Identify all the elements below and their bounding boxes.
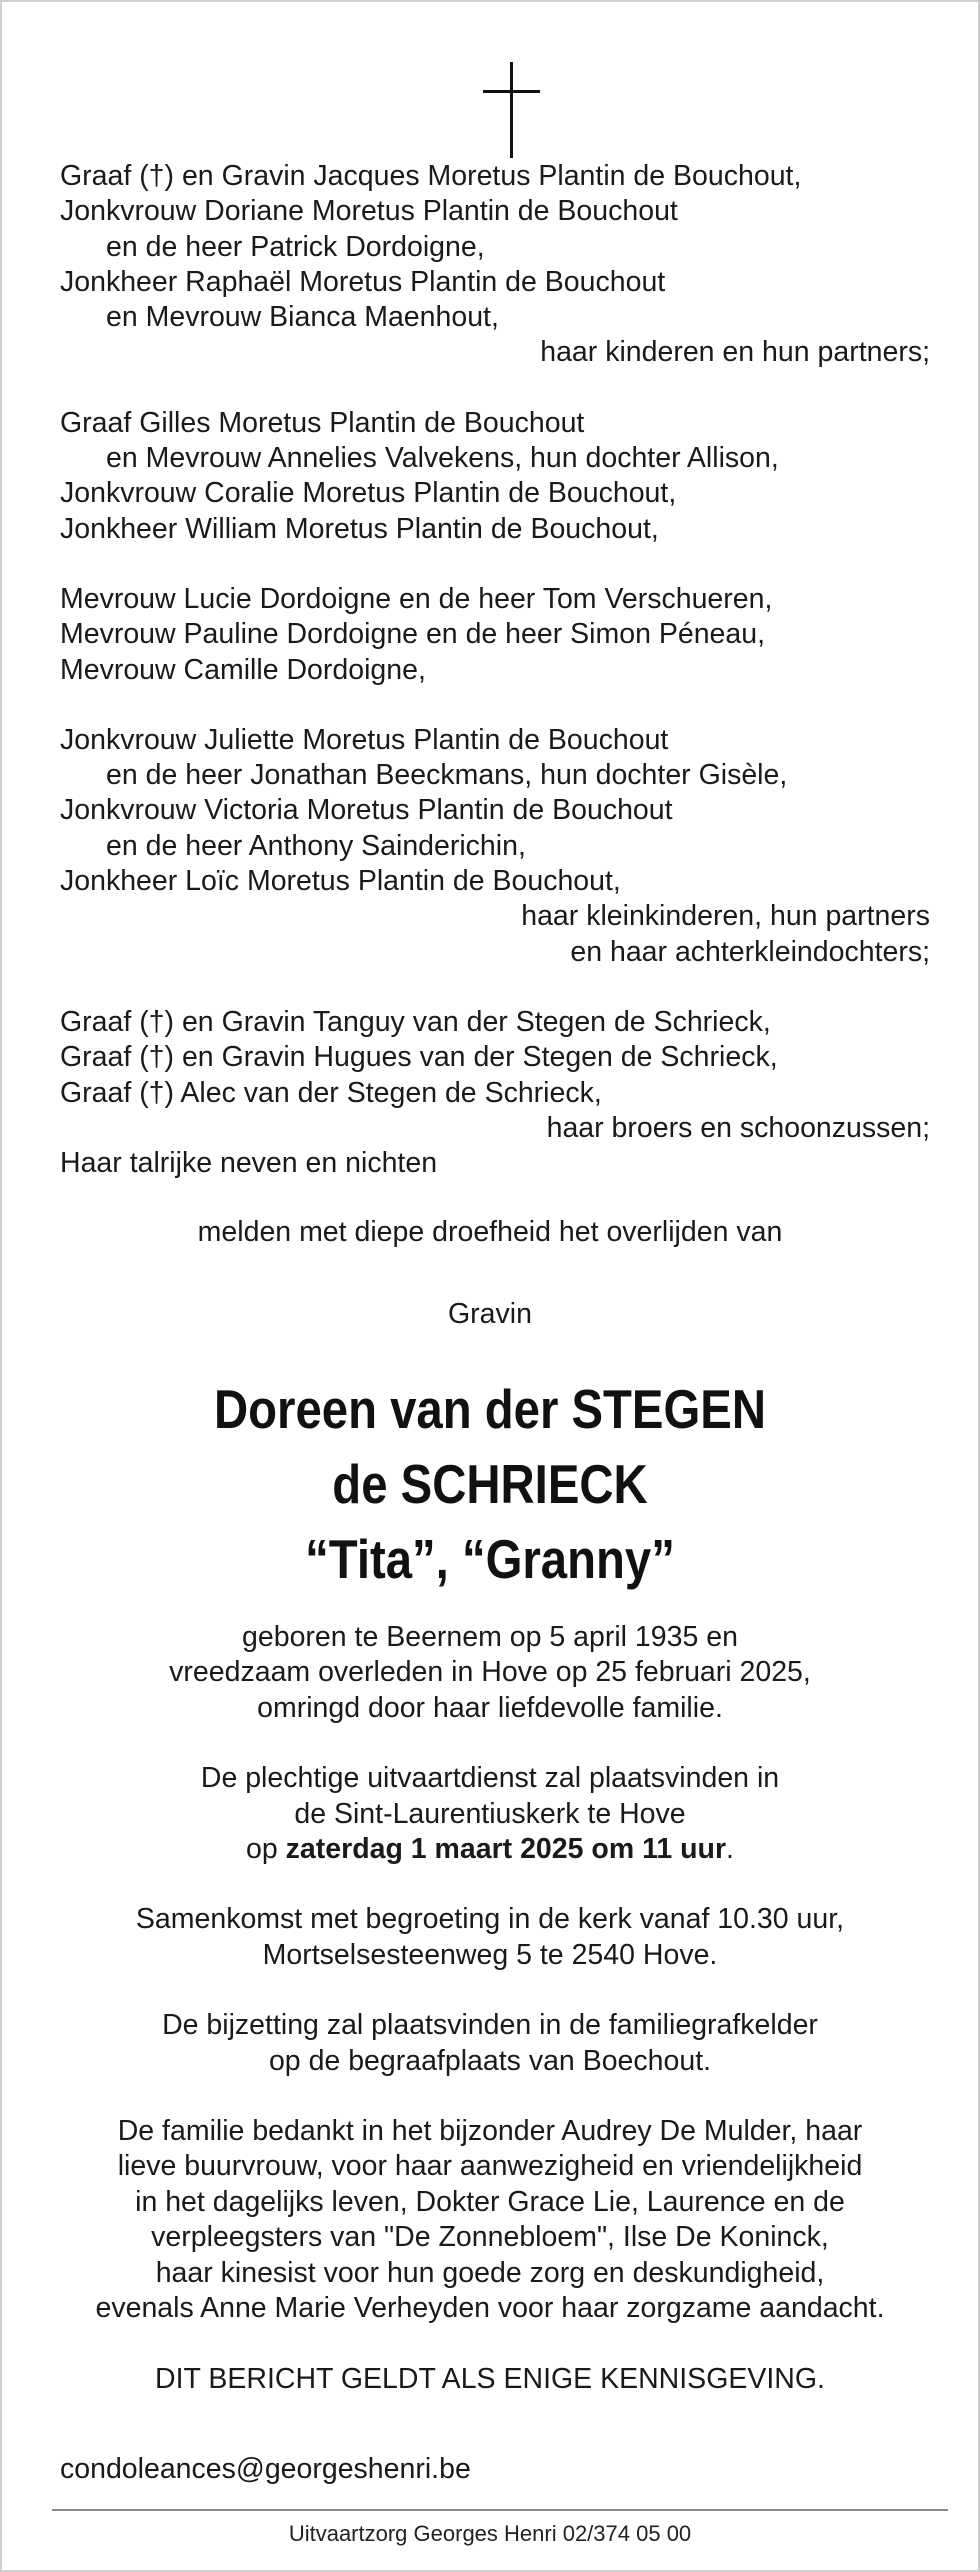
family-relation: haar broers en schoonzussen;: [546, 1111, 930, 1144]
family-relation: haar kleinkinderen, hun partners: [521, 900, 930, 933]
text-line: geboren te Beernem op 5 april 1935 en: [242, 1621, 738, 1653]
family-line: Graaf (†) en Gravin Jacques Moretus Plantin de Bouchout,: [60, 160, 802, 192]
family-line: Mevrouw Pauline Dordoigne en de heer Simon Péneau,: [60, 618, 766, 651]
thanks-paragraph: [2, 2114, 978, 2326]
announcement: melden met diepe droefheid het overlijden van: [197, 1216, 783, 1248]
text-line: op de begraafplaats van Boechout.: [268, 2044, 712, 2077]
text-line: lieve buurvrouw, voor haar aanwezigheid en vriendelijkheid: [117, 2150, 863, 2183]
family-line: Mevrouw Camille Dordoigne,: [60, 653, 426, 686]
service-prefix: op: [246, 1833, 286, 1866]
family-line: Jonkheer William Moretus Plantin de Bouchout,: [60, 512, 659, 545]
text-line: Samenkomst met begroeting in de kerk vanaf 10.30 uur,: [135, 1903, 845, 1936]
family-line: Jonkvrouw Victoria Moretus Plantin de Bouchout: [60, 794, 673, 827]
details: [2, 1620, 978, 2397]
family-line: en Mevrouw Annelies Valvekens, hun dochter Allison,: [106, 442, 779, 475]
text-line: verpleegsters van "De Zonnebloem", Ilse De Koninck,: [151, 2221, 829, 2254]
name-line: de SCHRIECK: [332, 1453, 648, 1515]
text-line: Mortselsesteenweg 5 te 2540 Hove.: [262, 1938, 718, 1971]
family-line: en de heer Anthony Sainderichin,: [106, 829, 526, 862]
family-line: Graaf Gilles Moretus Plantin de Bouchout: [60, 406, 585, 439]
family-line: en Mevrouw Bianca Maenhout,: [106, 301, 499, 334]
deceased-title: Gravin: [448, 1298, 532, 1330]
family-line: Haar talrijke neven en nichten: [60, 1147, 438, 1180]
birth-paragraph: [2, 1620, 978, 1726]
family-line: Jonkvrouw Juliette Moretus Plantin de Bouchout: [60, 723, 669, 756]
family-line: Graaf (†) en Gravin Tanguy van der Stegen de Schrieck,: [60, 1005, 771, 1038]
divider: [52, 2509, 948, 2511]
family-line: Jonkvrouw Doriane Moretus Plantin de Bouchout: [60, 195, 678, 228]
cross-icon-bar: [483, 90, 540, 93]
text-line: haar kinesist voor hun goede zorg en deskundigheid,: [155, 2256, 825, 2289]
text-line: omringd door haar liefdevolle familie.: [257, 1691, 723, 1724]
notice: DIT BERICHT GELDT ALS ENIGE KENNISGEVING.: [155, 2362, 825, 2395]
service-suffix: .: [726, 1833, 734, 1866]
text-line: de Sint-Laurentiuskerk te Hove: [294, 1797, 686, 1830]
funeral-home-footer: Uitvaartzorg Georges Henri 02/374 05 00: [288, 2521, 692, 2546]
nickname: “Tita”, “Granny”: [305, 1528, 675, 1590]
family-line: Jonkheer Raphaël Moretus Plantin de Bouchout: [60, 265, 666, 298]
name-line: Doreen van der STEGEN: [213, 1378, 766, 1440]
family-line: Graaf (†) en Gravin Hugues van der Stegen de Schrieck,: [60, 1041, 778, 1074]
text-line: De familie bedankt in het bijzonder Audrey De Mulder, haar: [117, 2115, 863, 2148]
deceased-name: [70, 1372, 909, 1597]
family-line: Graaf (†) Alec van der Stegen de Schrieck,: [60, 1076, 602, 1109]
service-date-line: [2, 1832, 978, 1867]
family-line: Jonkheer Loïc Moretus Plantin de Bouchout,: [60, 865, 621, 898]
burial-paragraph: [2, 2008, 978, 2079]
family-list: [60, 159, 930, 1181]
text-line: in het dagelijks leven, Dokter Grace Lie, Laurence en de: [135, 2185, 845, 2218]
family-line: Jonkvrouw Coralie Moretus Plantin de Bouchout,: [60, 477, 677, 510]
family-line: Mevrouw Lucie Dordoigne en de heer Tom Verschueren,: [60, 582, 773, 615]
family-line: en de heer Jonathan Beeckmans, hun dochter Gisèle,: [106, 759, 788, 792]
family-line: en de heer Patrick Dordoigne,: [106, 230, 485, 263]
cross-icon: [510, 62, 513, 158]
text-line: De bijzetting zal plaatsvinden in de familiegrafkelder: [162, 2009, 818, 2042]
family-relation: en haar achterkleindochters;: [570, 935, 930, 968]
service-date: zaterdag 1 maart 2025 om 11 uur: [285, 1833, 727, 1866]
text-line: vreedzaam overleden in Hove op 25 februari 2025,: [169, 1656, 811, 1689]
text-line: evenals Anne Marie Verheyden voor haar zorgzame aandacht.: [95, 2292, 885, 2325]
gathering-paragraph: [2, 1902, 978, 1973]
family-relation: haar kinderen en hun partners;: [540, 336, 930, 369]
text-line: De plechtige uitvaartdienst zal plaatsvinden in: [200, 1762, 780, 1795]
condolence-email[interactable]: condoleances@georgeshenri.be: [60, 2453, 471, 2485]
service-paragraph: [2, 1761, 978, 1867]
